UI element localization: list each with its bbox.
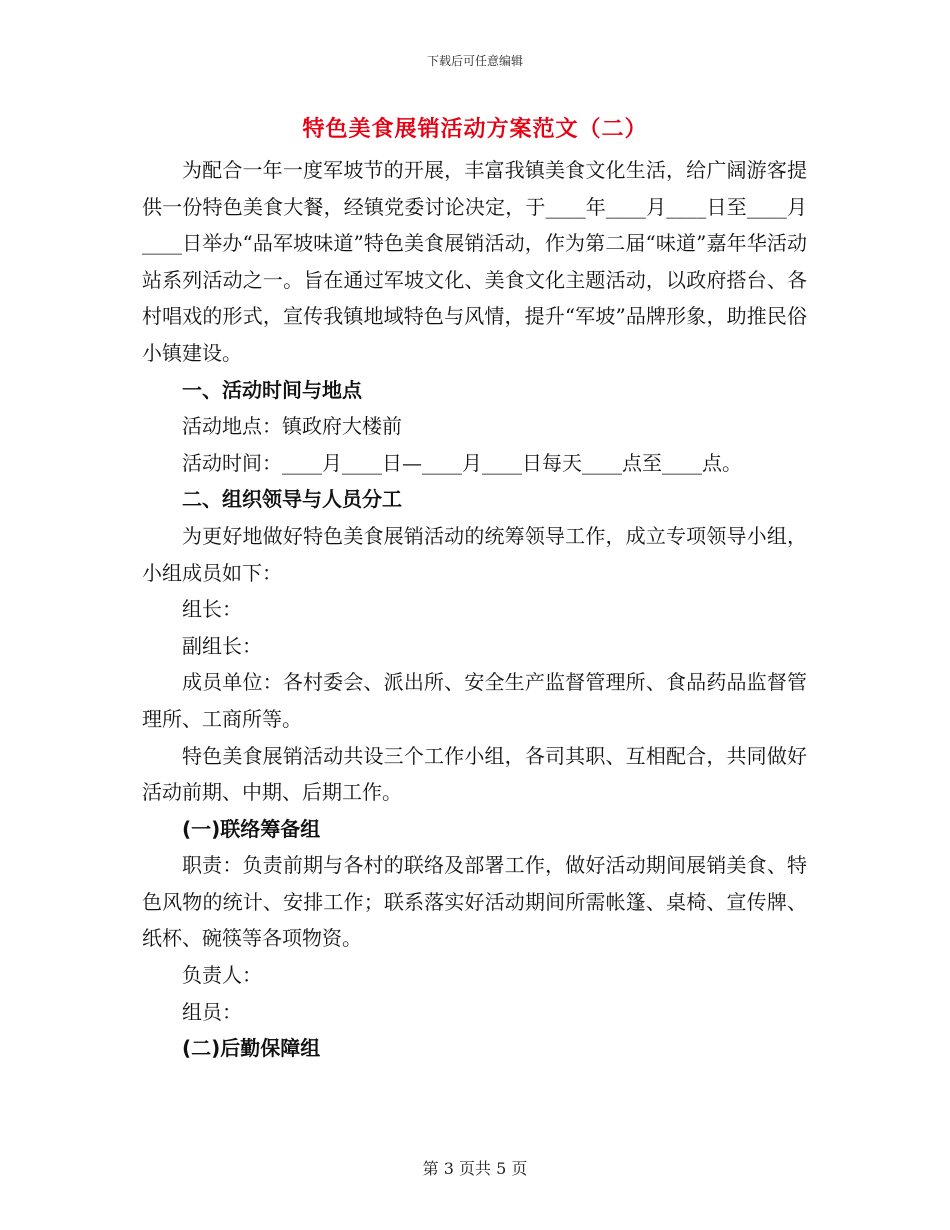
section-heading-organization: 二、组织领导与人员分工	[182, 487, 402, 512]
subsection-heading-liaison: (一)联络筹备组	[182, 816, 321, 841]
liaison-duties: 职责：负责前期与各村的联络及部署工作，做好活动期间展销美食、特色风物的统计、安排工作；联系落实好活动期间所需帐篷、桌椅、宣传牌、纸杯、碗筷等各项物资。	[142, 853, 807, 951]
group-leader: 组长：	[182, 597, 242, 622]
document-title: 特色美食展销活动方案范文（二）	[302, 116, 648, 142]
subsection-heading-logistics: (二)后勤保障组	[182, 1036, 321, 1061]
intro-paragraph: 为配合一年一度军坡节的开展，丰富我镇美食文化生活，给广阔游客提供一份特色美食大餐，经镇党委讨论决定，于____年____月____日至____月____日举办“品军坡味道”特色美食展销活动，作为第二届“味道”嘉年华活动站系列活动之一。旨在通过军坡文化、美食文化主题活动，以政府搭台、各村唱戏的形式，宣传我镇地域特色与风情，提升“军坡”品牌形象，助推民俗小镇建设。	[142, 158, 807, 365]
page-footer: 第 3 页共 5 页	[422, 1159, 528, 1178]
activity-location: 活动地点：镇政府大楼前	[182, 414, 402, 439]
deputy-group-leader: 副组长：	[182, 633, 262, 658]
activity-time: 活动时间：____月____日—____月____日每天____点至____点。	[182, 450, 742, 475]
working-groups-paragraph: 特色美食展销活动共设三个工作小组，各司其职、互相配合，共同做好活动前期、中期、后期工作。	[142, 743, 807, 805]
document-body	[142, 152, 807, 1067]
section-heading-time-place: 一、活动时间与地点	[182, 377, 362, 402]
organization-paragraph: 为更好地做好特色美食展销活动的统筹领导工作，成立专项领导小组，小组成员如下：	[142, 523, 807, 585]
member-units: 成员单位：各村委会、派出所、安全生产监督管理所、食品药品监督管理所、工商所等。	[142, 670, 807, 731]
liaison-members: 组员：	[182, 999, 242, 1024]
header-note: 下载后可任意编辑	[426, 54, 523, 68]
liaison-person-in-charge: 负责人：	[182, 963, 262, 988]
